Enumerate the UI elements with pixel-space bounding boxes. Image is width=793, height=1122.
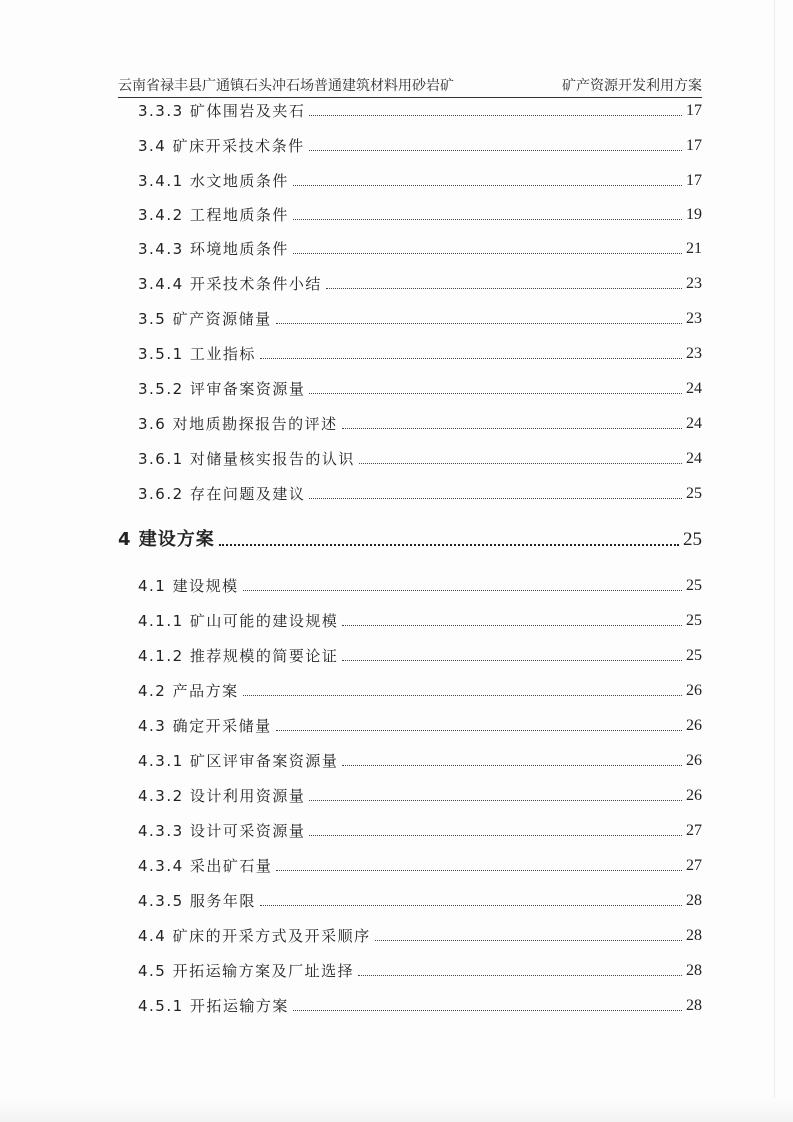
scan-edge-line [774,0,775,1122]
toc-leader-dots [342,625,682,626]
toc-leader-dots [309,800,682,801]
toc-entry-page: 28 [686,927,702,944]
toc-entry-title: 3.6.1 对储量核实报告的认识 [138,450,355,468]
toc-entry-title: 3.5.2 评审备案资源量 [138,380,306,398]
toc-entry-page: 17 [686,172,702,189]
toc-entry-page: 27 [686,857,702,874]
toc-leader-dots [309,393,682,394]
toc-entry-page: 26 [686,717,702,734]
toc-entry[interactable] [138,925,702,947]
toc-leader-dots [309,498,682,499]
toc-entry-title: 3.5.1 工业指标 [138,345,256,363]
toc-entry-title: 4.5 开拓运输方案及厂址选择 [138,962,355,980]
toc-entry[interactable] [138,890,702,912]
toc-entry[interactable] [138,135,702,157]
toc-entry[interactable] [138,645,702,667]
toc-leader-dots [309,835,682,836]
toc-entry-page: 21 [686,240,702,257]
header-rule [118,97,702,98]
toc-entry[interactable] [138,995,702,1017]
toc-entry-title: 4.3.5 服务年限 [138,892,256,910]
scan-bottom-shadow [0,1098,793,1122]
toc-leader-dots [260,358,682,359]
toc-entry-title: 3.4.1 水文地质条件 [138,172,289,190]
toc-entry-page: 25 [686,647,702,664]
toc-entry[interactable] [138,575,702,597]
toc-leader-dots [358,975,682,976]
toc-entry-page: 26 [686,787,702,804]
header-document-title: 矿产资源开发利用方案 [562,78,702,94]
toc-entry[interactable] [138,204,702,226]
toc-leader-dots [293,219,682,220]
toc-entry[interactable] [138,785,702,807]
toc-entry-title: 4.1 建设规模 [138,577,239,595]
toc-entry[interactable] [138,960,702,982]
toc-leader-dots [342,660,682,661]
toc-entry-page: 23 [686,345,702,362]
toc-entry-title: 4.3 确定开采储量 [138,717,272,735]
toc-entry[interactable] [138,610,702,632]
toc-entry-page: 26 [686,752,702,769]
toc-entry-title: 3.4.2 工程地质条件 [138,206,289,224]
toc-entry[interactable] [138,100,702,122]
toc-entry[interactable] [138,483,702,505]
toc-chapter-entry[interactable] [118,527,702,553]
toc-entry-page: 17 [686,137,702,154]
toc-leader-dots [260,905,682,906]
toc-entry-page: 25 [686,577,702,594]
toc-leader-dots [243,695,682,696]
toc-entry-title: 4.3.3 设计可采资源量 [138,822,306,840]
toc-entry[interactable] [138,820,702,842]
toc-entry-page: 26 [686,682,702,699]
toc-entry-page: 27 [686,822,702,839]
toc-entry-title: 3.5 矿产资源储量 [138,310,272,328]
toc-chapter-title: 4 建设方案 [118,529,215,550]
toc-entry[interactable] [138,308,702,330]
toc-chapter-page: 25 [683,529,702,550]
toc-leader-dots [342,765,682,766]
toc-entry-page: 25 [686,612,702,629]
toc-entry[interactable] [138,343,702,365]
toc-entry-title: 4.1.2 推荐规模的简要论证 [138,647,339,665]
toc-entry-title: 3.6.2 存在问题及建议 [138,485,306,503]
toc-entry-page: 17 [686,102,702,119]
toc-entry-title: 4.5.1 开拓运输方案 [138,997,289,1015]
toc-entry-title: 3.4.4 开采技术条件小结 [138,275,322,293]
toc-leader-dots [309,150,682,151]
toc-leader-dots [243,590,682,591]
toc-entry-page: 28 [686,892,702,909]
toc-entry-title: 3.3.3 矿体围岩及夹石 [138,102,306,120]
toc-entry-title: 4.2 产品方案 [138,682,239,700]
toc-entry[interactable] [138,273,702,295]
toc-entry-page: 19 [686,206,702,223]
toc-leader-dots [219,544,679,546]
toc-entry-title: 3.4.3 环境地质条件 [138,240,289,258]
toc-entry[interactable] [138,378,702,400]
toc-entry-title: 4.3.1 矿区评审备案资源量 [138,752,339,770]
toc-leader-dots [276,730,682,731]
toc-entry-page: 23 [686,310,702,327]
toc-leader-dots [293,185,682,186]
toc-leader-dots [326,288,682,289]
toc-entry[interactable] [138,715,702,737]
toc-leader-dots [342,428,682,429]
toc-leader-dots [276,870,682,871]
toc-entry[interactable] [138,680,702,702]
toc-entry[interactable] [138,170,702,192]
toc-entry-title: 3.6 对地质勘探报告的评述 [138,415,338,433]
toc-entry-title: 4.4 矿床的开采方式及开采顺序 [138,927,371,945]
toc-entry[interactable] [138,855,702,877]
toc-entry[interactable] [138,448,702,470]
toc-entry-title: 4.3.4 采出矿石量 [138,857,273,875]
toc-leader-dots [293,1010,682,1011]
toc-entry-title: 3.4 矿床开采技术条件 [138,137,305,155]
toc-leader-dots [276,323,682,324]
page-header [118,76,702,96]
toc-entry[interactable] [138,238,702,260]
toc-entry-page: 24 [686,450,702,467]
toc-leader-dots [375,940,682,941]
toc-leader-dots [293,253,682,254]
header-project-title: 云南省禄丰县广通镇石头冲石场普通建筑材料用砂岩矿 [118,78,454,94]
toc-entry-page: 28 [686,997,702,1014]
toc-entry[interactable] [138,413,702,435]
toc-entry-title: 4.3.2 设计利用资源量 [138,787,306,805]
toc-entry-page: 24 [686,415,702,432]
toc-entry-page: 28 [686,962,702,979]
toc-leader-dots [309,115,682,116]
toc-entry-page: 24 [686,380,702,397]
toc-entry-page: 23 [686,275,702,292]
toc-leader-dots [359,463,682,464]
toc-entry-page: 25 [686,485,702,502]
toc-entry-title: 4.1.1 矿山可能的建设规模 [138,612,339,630]
toc-entry[interactable] [138,750,702,772]
